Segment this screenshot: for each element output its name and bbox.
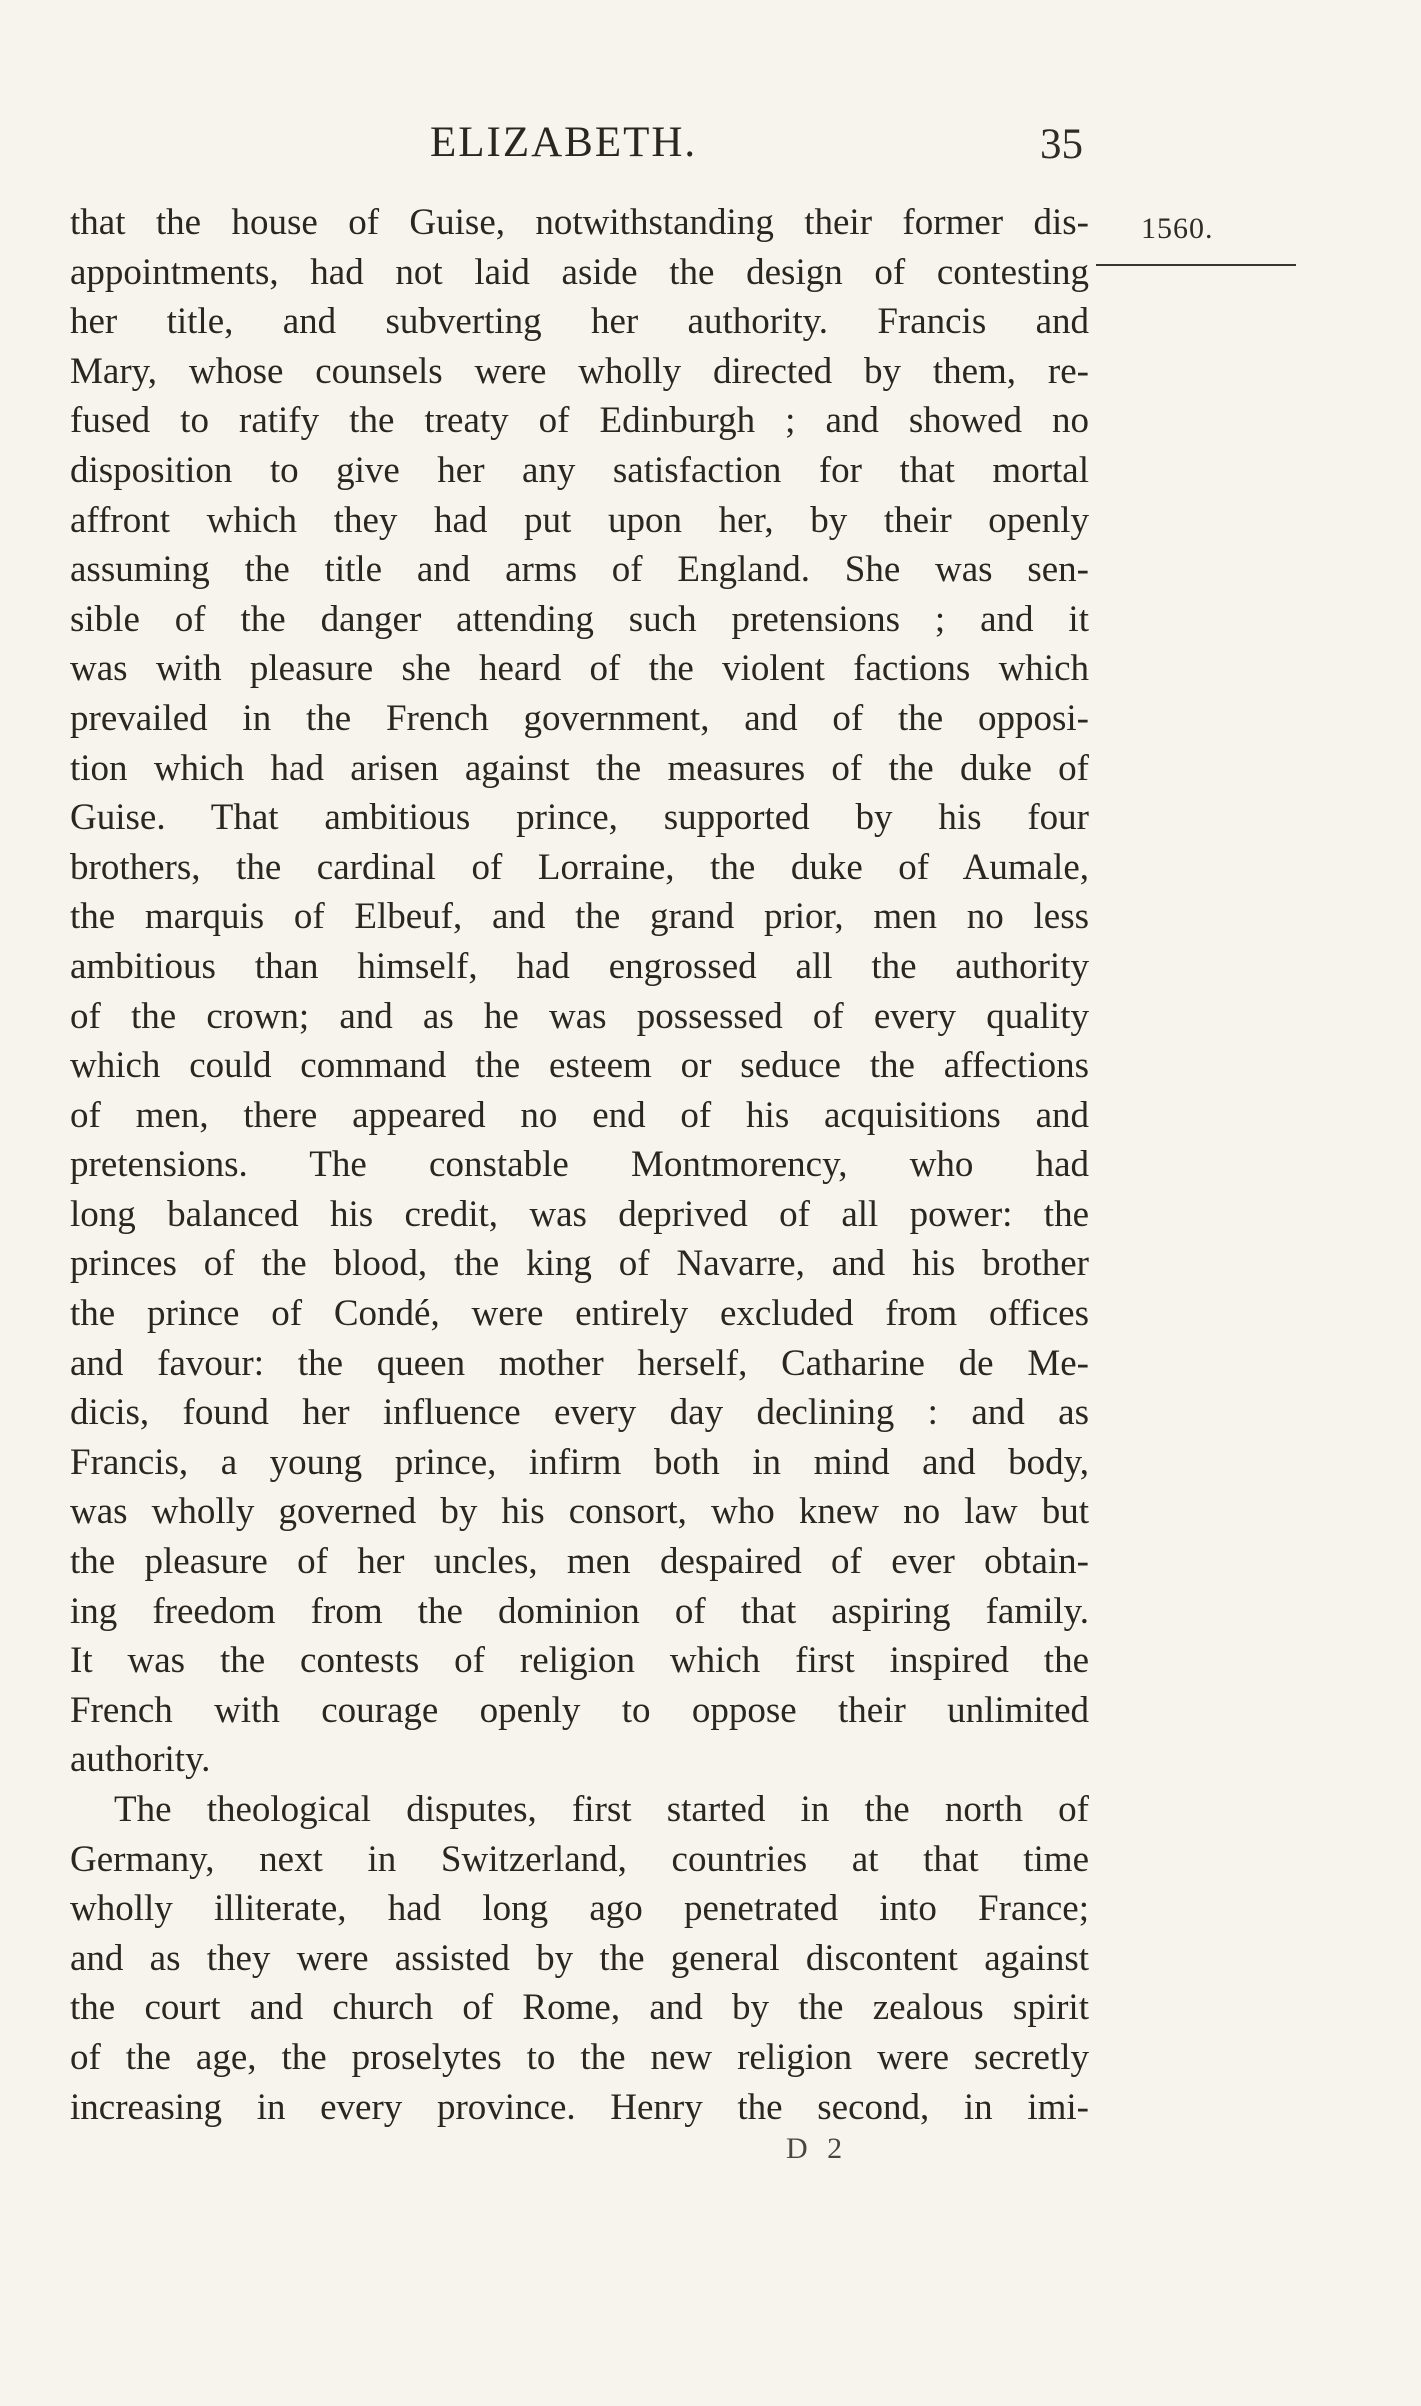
running-head: ELIZABETH. (430, 119, 698, 166)
text-line: It was the contests of religion which first inspired the (70, 1640, 1089, 1682)
text-line: prevailed in the French government, and of the opposi- (70, 697, 1089, 739)
page-number: 35 (1040, 121, 1083, 168)
text-line: was with pleasure she heard of the violent factions which (70, 648, 1089, 690)
body-text (70, 198, 1089, 2132)
text-line: long balanced his credit, was deprived of all power: the (70, 1193, 1089, 1235)
signature-mark: D 2 (786, 2132, 849, 2165)
margin-rule (1096, 264, 1296, 266)
text-line: brothers, the cardinal of Lorraine, the duke of Aumale, (70, 846, 1089, 888)
text-line: increasing in every province. Henry the second, in imi- (70, 2086, 1089, 2128)
text-line: of men, there appeared no end of his acquisitions and (70, 1094, 1089, 1136)
text-line: that the house of Guise, notwithstanding their former dis- (70, 202, 1089, 243)
text-line: princes of the blood, the king of Navarre, and his brother (70, 1243, 1089, 1285)
text-line: fused to ratify the treaty of Edinburgh ; and showed no (70, 400, 1089, 442)
text-line: Mary, whose counsels were wholly directed by them, re- (70, 350, 1089, 392)
text-line: Francis, a young prince, infirm both in mind and body, (70, 1441, 1089, 1483)
text-line: the pleasure of her uncles, men despaired of ever obtain- (70, 1541, 1089, 1583)
text-line: affront which they had put upon her, by their openly (70, 499, 1089, 541)
text-line: which could command the esteem or seduce the affections (70, 1045, 1089, 1087)
text-line: authority. (70, 1739, 211, 1781)
text-line: Guise. That ambitious prince, supported by his four (70, 797, 1089, 839)
text-line: wholly illiterate, had long ago penetrated into France; (70, 1888, 1089, 1930)
text-line: appointments, had not laid aside the design of contesting (70, 251, 1089, 293)
text-line: Germany, next in Switzerland, countries at that time (70, 1838, 1089, 1880)
text-line: sible of the danger attending such pretensions ; and it (70, 598, 1089, 640)
text-line: and as they were assisted by the general discontent against (70, 1937, 1089, 1979)
text-line: and favour: the queen mother herself, Catharine de Me- (70, 1342, 1089, 1384)
text-line: of the crown; and as he was possessed of every quality (70, 995, 1089, 1037)
text-line: disposition to give her any satisfaction for that mortal (70, 449, 1089, 491)
text-line: ing freedom from the dominion of that aspiring family. (70, 1590, 1089, 1632)
text-line: assuming the title and arms of England. She was sen- (70, 549, 1089, 591)
text-line: of the age, the proselytes to the new religion were secretly (70, 2036, 1089, 2078)
text-line: was wholly governed by his consort, who knew no law but (70, 1491, 1089, 1533)
text-line: French with courage openly to oppose their unlimited (70, 1689, 1089, 1731)
text-line: dicis, found her influence every day declining : and as (70, 1392, 1089, 1434)
margin-year-note: 1560. (1141, 212, 1214, 245)
text-line: her title, and subverting her authority. Francis and (70, 301, 1089, 343)
text-line: the court and church of Rome, and by the zealous spirit (70, 1987, 1089, 2029)
text-line: the marquis of Elbeuf, and the grand prior, men no less (70, 896, 1089, 938)
text-line: The theological disputes, first started in the north of (114, 1789, 1089, 1830)
text-line: tion which had arisen against the measures of the duke of (70, 747, 1089, 789)
text-line: ambitious than himself, had engrossed all the authority (70, 945, 1089, 987)
text-line: the prince of Condé, were entirely excluded from offices (70, 1293, 1089, 1335)
text-line: pretensions. The constable Montmorency, who had (70, 1144, 1089, 1186)
